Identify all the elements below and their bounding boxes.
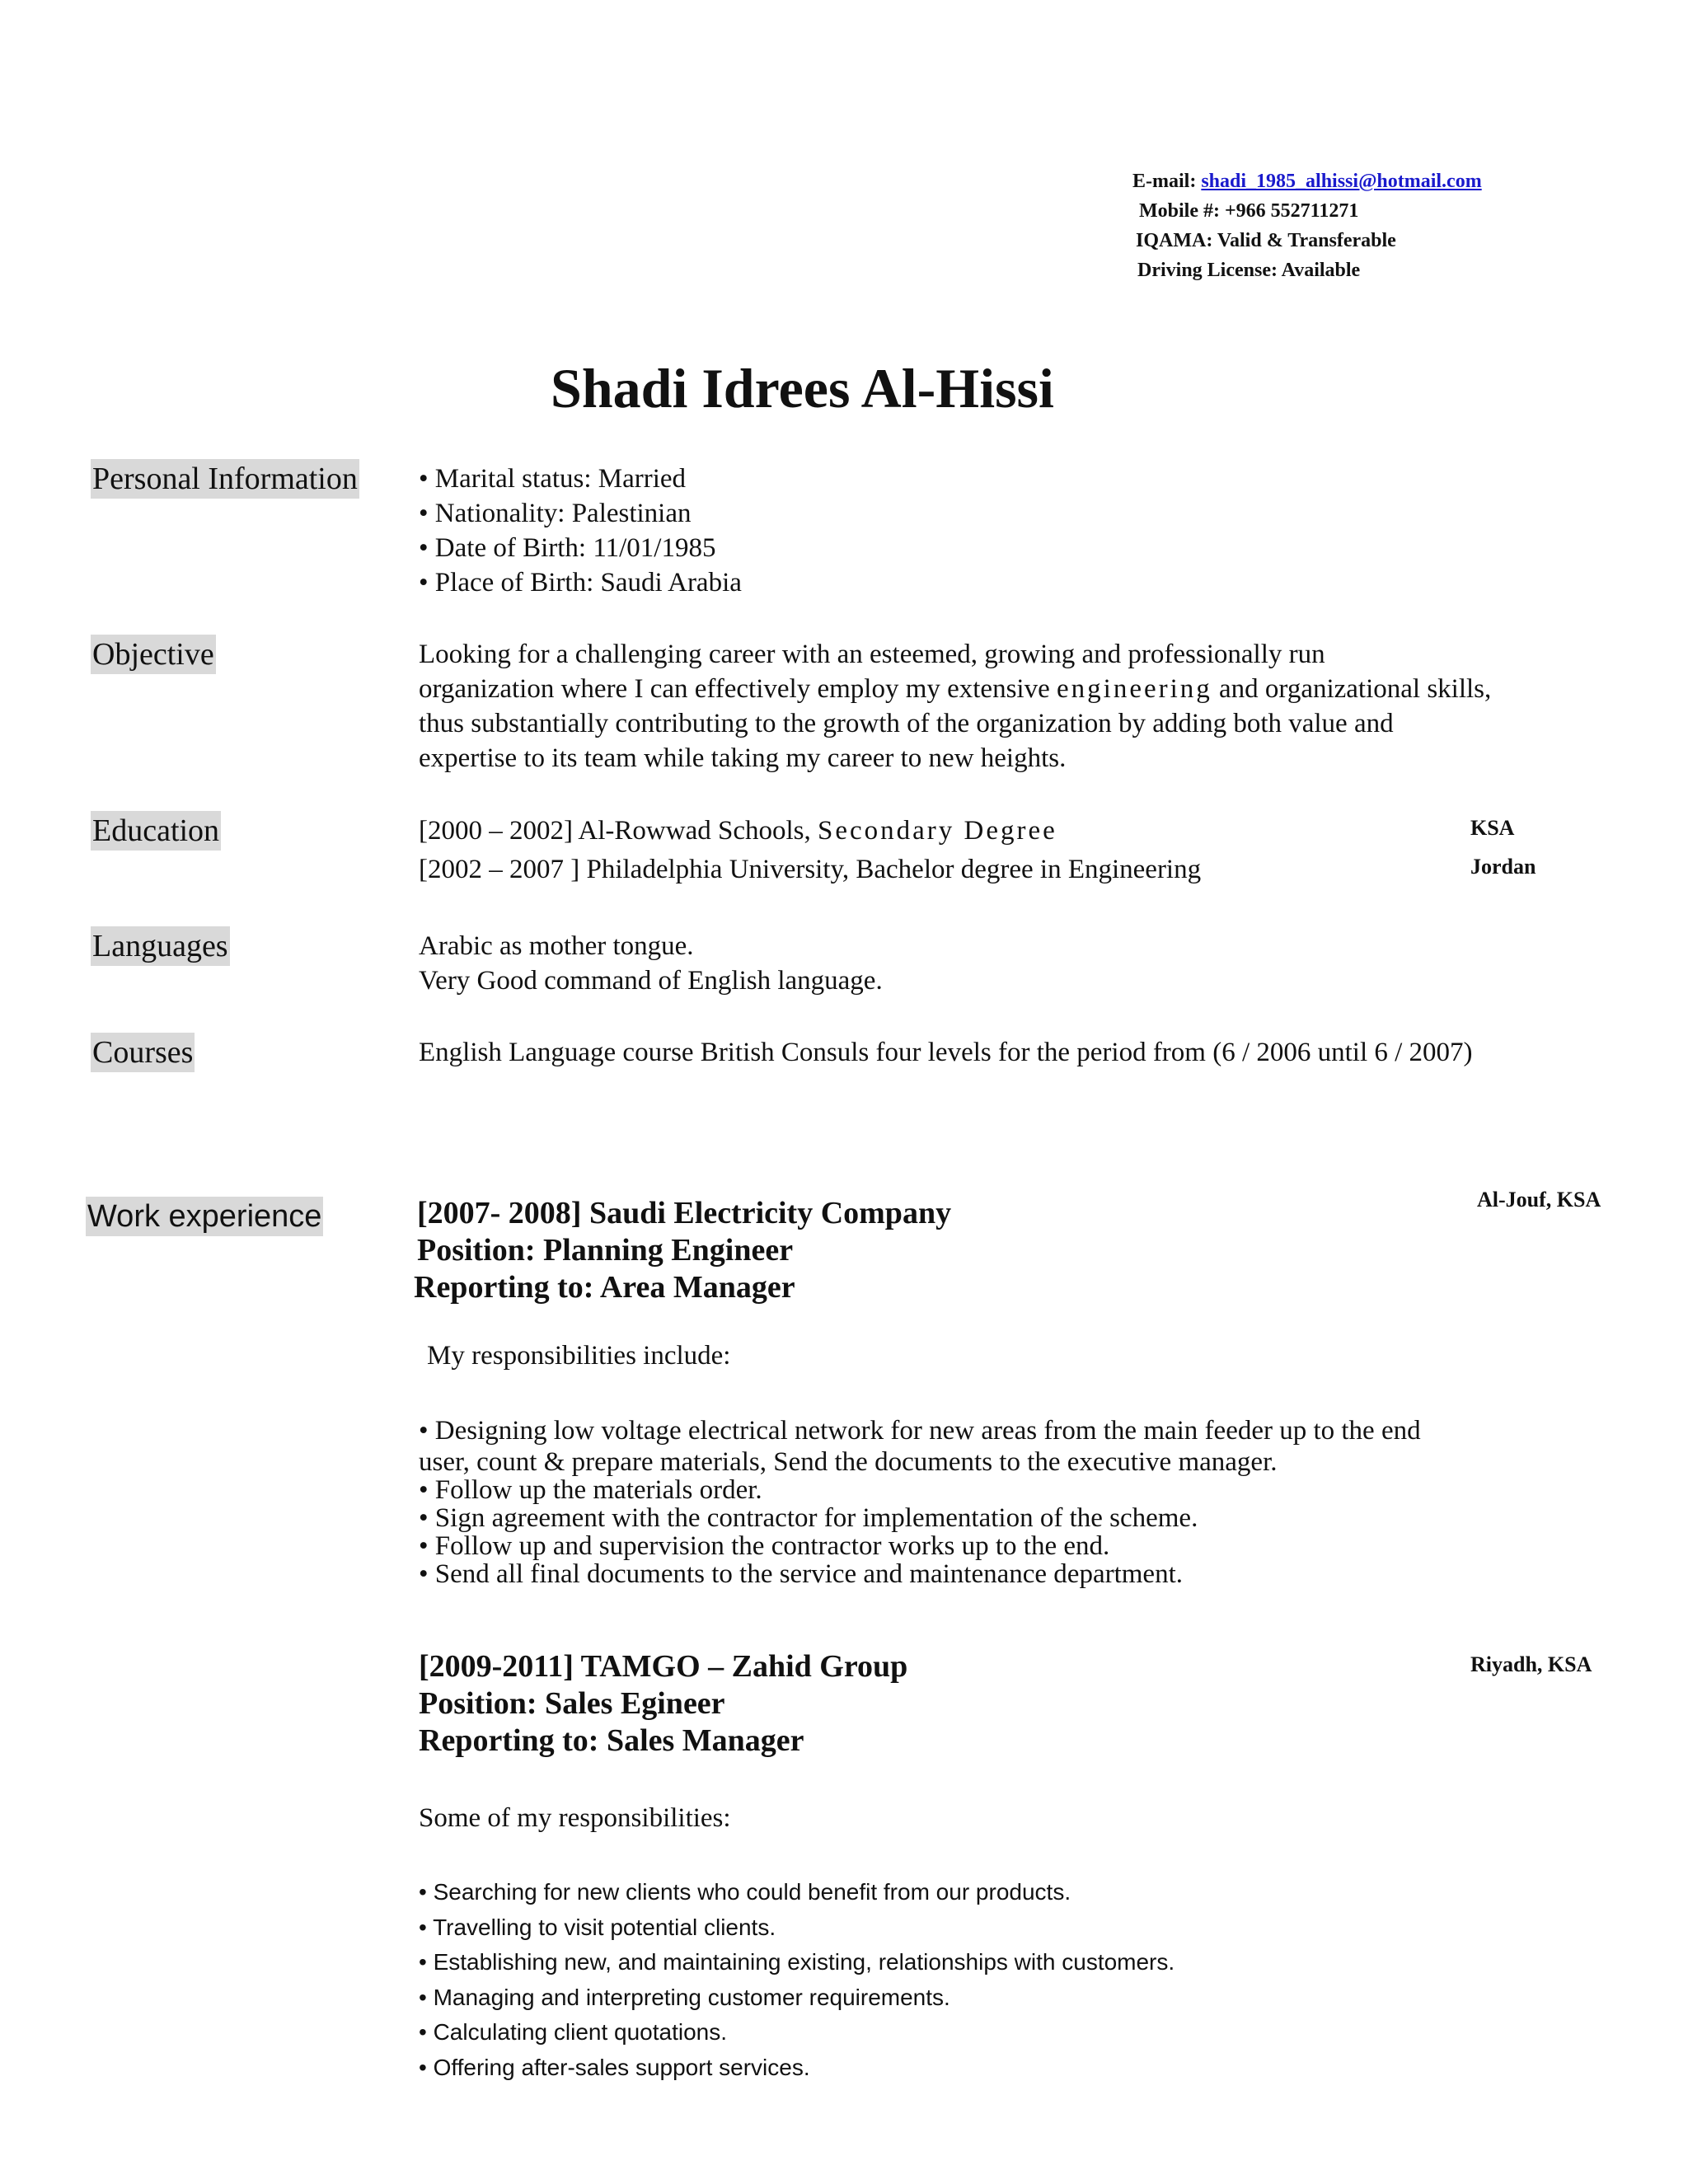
list-item: • Travelling to visit potential clients. — [419, 1914, 776, 1940]
objective-line: Looking for a challenging career with an esteemed, growing and professionally run — [419, 640, 1325, 669]
list-item: • Offering after-sales support services. — [419, 2054, 810, 2080]
list-item: • Marital status: Married — [419, 464, 687, 494]
section-label-personal: Personal Information — [91, 459, 359, 499]
driving-license: Driving License: Available — [1137, 260, 1361, 281]
responsibility-list — [419, 1413, 1421, 1588]
contact-block — [1132, 166, 1482, 285]
objective-line: organization where I can effectively employ my extensive engineering and organizational skills, — [419, 674, 1492, 704]
responsibility-list — [419, 1875, 1175, 2085]
list-item: • Nationality: Palestinian — [419, 499, 692, 528]
email-link[interactable]: shadi_1985_alhissi@hotmail.com — [1201, 171, 1482, 192]
objective-text — [419, 637, 1491, 776]
courses-text: English Language course British Consuls four levels for the period from (6 / 2006 until 6 / 2007) — [419, 1038, 1473, 1067]
education-entry: [2000 – 2002] Al-Rowwad Schools, Secondary Degree — [419, 816, 1057, 846]
section-label-courses: Courses — [91, 1033, 195, 1072]
languages-text: Arabic as mother tongue. Very Good command of English language. — [419, 931, 883, 996]
list-item: • Send all final documents to the service and maintenance department. — [419, 1559, 1183, 1589]
list-item: • Place of Birth: Saudi Arabia — [419, 568, 742, 598]
job-location: Al-Jouf, KSA — [1477, 1188, 1601, 1212]
list-item: • Calculating client quotations. — [419, 2019, 728, 2045]
job-intro: My responsibilities include: — [427, 1341, 731, 1371]
iqama-status: IQAMA: Valid & Transferable — [1136, 230, 1396, 251]
objective-emphasis: engineering — [1057, 674, 1212, 704]
list-item: • Managing and interpreting customer requirements. — [419, 1984, 950, 2010]
education-entry: [2002 – 2007 ] Philadelphia University, Bachelor degree in Engineering — [419, 855, 1202, 884]
section-label-objective: Objective — [91, 635, 216, 674]
page-title: Shadi Idrees Al-Hissi — [551, 357, 1054, 419]
section-label-education: Education — [91, 811, 221, 851]
list-item: • Establishing new, and maintaining existing, relationships with customers. — [419, 1949, 1175, 1975]
list-item: • Sign agreement with the contractor for implementation of the scheme. — [419, 1503, 1198, 1533]
education-location: Jordan — [1470, 855, 1536, 879]
list-item: user, count & prepare materials, Send the documents to the executive manager. — [419, 1447, 1278, 1477]
list-item: • Searching for new clients who could benefit from our products. — [419, 1879, 1071, 1905]
education-location: KSA — [1470, 816, 1515, 840]
job-heading: [2007- 2008] Saudi Electricity Company Position: Planning Engineer Reporting to: Area Manager — [414, 1196, 952, 1305]
email-label: E-mail: — [1132, 171, 1197, 192]
objective-line: thus substantially contributing to the growth of the organization by adding both value and — [419, 709, 1394, 738]
mobile-number: Mobile #: +966 552711271 — [1139, 200, 1359, 222]
section-label-languages: Languages — [91, 926, 230, 966]
job-location: Riyadh, KSA — [1470, 1652, 1592, 1676]
job-intro: Some of my responsibilities: — [419, 1803, 731, 1833]
personal-info-list — [419, 462, 742, 600]
objective-line: expertise to its team while taking my career to new heights. — [419, 743, 1067, 773]
section-label-work: Work experience — [86, 1197, 323, 1236]
list-item: • Date of Birth: 11/01/1985 — [419, 533, 716, 563]
job-heading: [2009-2011] TAMGO – Zahid Group Position: Sales Egineer Reporting to: Sales Manager — [419, 1649, 908, 1758]
list-item: • Follow up and supervision the contractor works up to the end. — [419, 1531, 1110, 1561]
list-item: • Designing low voltage electrical network for new areas from the main feeder up to the end — [419, 1416, 1421, 1446]
list-item: • Follow up the materials order. — [419, 1475, 762, 1505]
